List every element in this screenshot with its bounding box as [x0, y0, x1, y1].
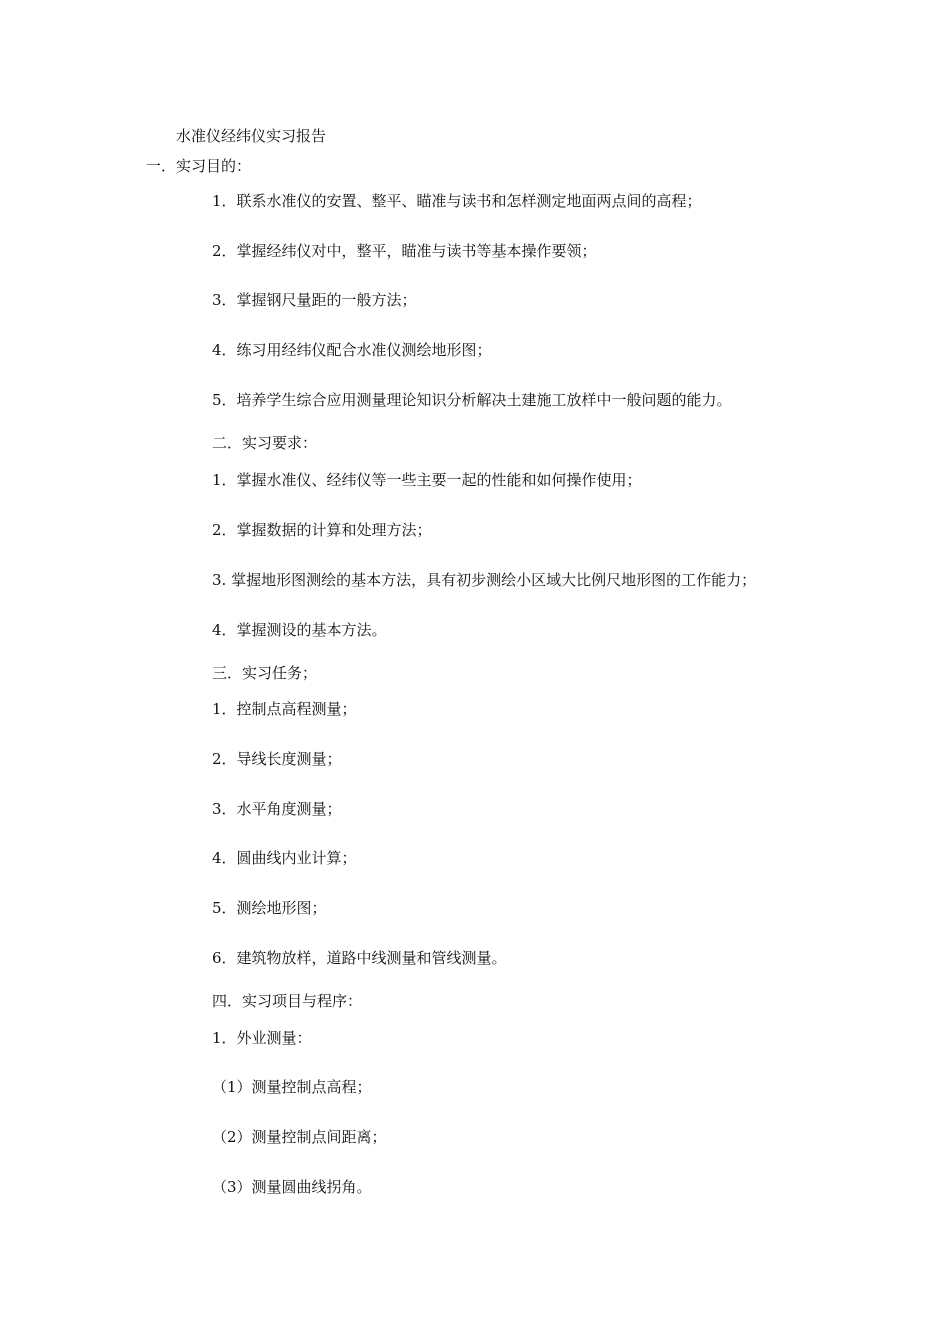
section-1-heading: 一．实习目的： [146, 157, 252, 175]
section-4-subitem-3: （3）测量圆曲线拐角。 [212, 1178, 372, 1196]
section-4-subitem-1: （1）测量控制点高程； [212, 1078, 372, 1096]
section-2-item-1: 1．掌握水准仪、经纬仪等一些主要一起的性能和如何操作使用； [212, 471, 642, 489]
section-3-item-3: 3．水平角度测量； [212, 800, 342, 818]
section-3-item-1: 1．控制点高程测量； [212, 700, 357, 718]
section-1-item-3: 3．掌握钢尺量距的一般方法； [212, 291, 417, 309]
section-1-item-5: 5．培养学生综合应用测量理论知识分析解决土建施工放样中一般问题的能力。 [212, 391, 732, 409]
section-2-heading: 二．实习要求： [212, 434, 318, 452]
section-3-heading: 三．实习任务； [212, 664, 318, 682]
section-2-item-2: 2．掌握数据的计算和处理方法； [212, 521, 432, 539]
section-3-item-2: 2．导线长度测量； [212, 750, 342, 768]
section-3-item-5: 5．测绘地形图； [212, 899, 327, 917]
section-4-heading: 四．实习项目与程序： [212, 992, 363, 1010]
section-4-item-1: 1．外业测量： [212, 1029, 312, 1047]
section-3-item-4: 4．圆曲线内业计算； [212, 849, 357, 867]
section-1-item-1: 1．联系水准仪的安置、整平、瞄准与读书和怎样测定地面两点间的高程； [212, 192, 702, 210]
section-2-item-4: 4．掌握测设的基本方法。 [212, 621, 387, 639]
section-1-item-4: 4．练习用经纬仪配合水准仪测绘地形图； [212, 341, 492, 359]
section-3-item-6: 6．建筑物放样，道路中线测量和管线测量。 [212, 949, 507, 967]
section-2-item-3: 3. 掌握地形图测绘的基本方法，具有初步测绘小区域大比例尺地形图的工作能力； [212, 571, 757, 589]
section-4-subitem-2: （2）测量控制点间距离； [212, 1128, 387, 1146]
section-1-item-2: 2．掌握经纬仪对中，整平，瞄准与读书等基本操作要领； [212, 242, 597, 260]
document-title: 水准仪经纬仪实习报告 [176, 127, 327, 145]
